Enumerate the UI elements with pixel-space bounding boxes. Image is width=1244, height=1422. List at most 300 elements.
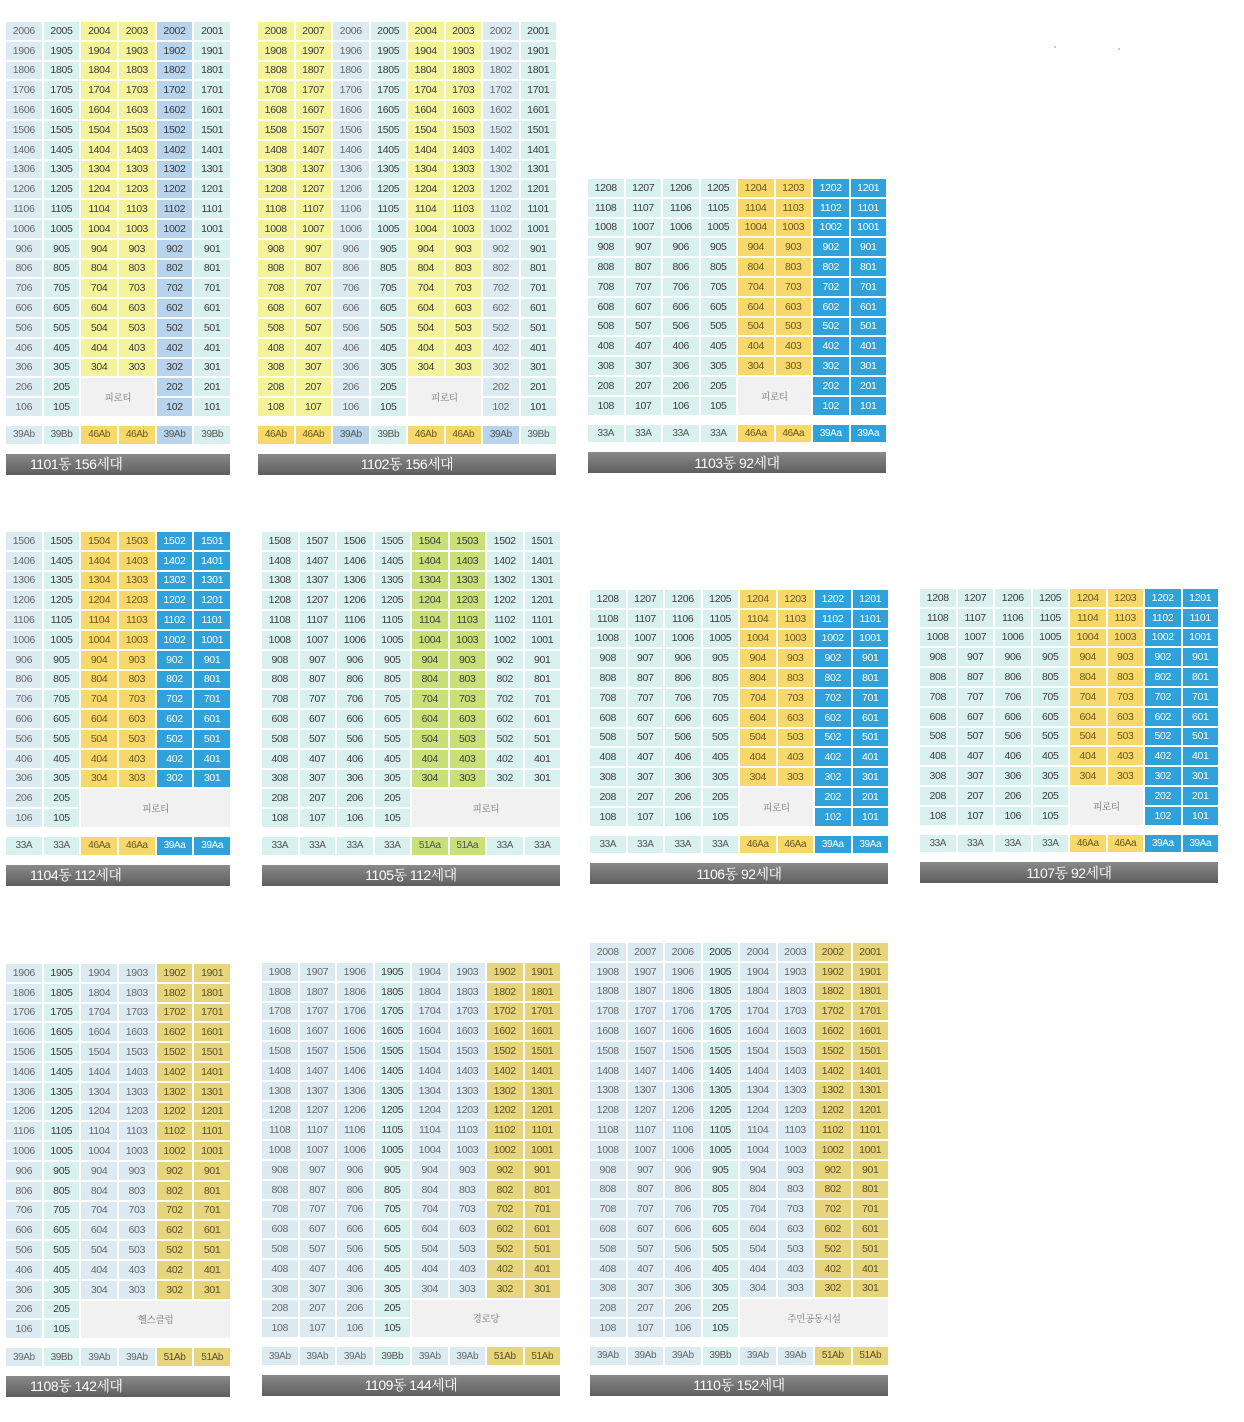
building-label: 1106동 92세대 xyxy=(590,863,888,884)
unit-cell: 1304 xyxy=(408,161,444,179)
unit-cell: 501 xyxy=(853,729,889,747)
unit-cell: 1408 xyxy=(262,552,298,570)
unit-cell: 1205 xyxy=(375,1102,411,1120)
unit-cell: 1205 xyxy=(44,591,80,609)
unit-cell: 806 xyxy=(995,668,1031,686)
unit-type-label: 39Aa xyxy=(851,425,887,443)
unit-cell: 1902 xyxy=(157,964,193,982)
unit-cell: 2004 xyxy=(740,943,776,961)
unit-cell: 701 xyxy=(521,279,557,297)
unit-cell: 301 xyxy=(853,1280,889,1298)
unit-cell: 1201 xyxy=(851,179,887,197)
unit-cell: 205 xyxy=(703,1299,739,1317)
unit-cell: 903 xyxy=(119,651,155,669)
unit-cell: 2004 xyxy=(81,22,117,40)
unit-cell: 504 xyxy=(738,318,774,336)
unit-cell: 302 xyxy=(815,768,851,786)
unit-cell: 702 xyxy=(487,690,523,708)
unit-cell: 102 xyxy=(813,397,849,415)
unit-cell: 501 xyxy=(1183,728,1219,746)
unit-cell: 403 xyxy=(778,1260,814,1278)
unit-cell: 108 xyxy=(590,808,626,826)
unit-cell: 1401 xyxy=(525,552,561,570)
unit-cell: 603 xyxy=(119,299,155,317)
unit-cell: 102 xyxy=(157,398,193,416)
unit-cell: 307 xyxy=(628,768,664,786)
unit-cell: 1904 xyxy=(740,963,776,981)
unit-cell: 903 xyxy=(1108,648,1144,666)
unit-cell: 1402 xyxy=(157,1063,193,1081)
unit-cell: 306 xyxy=(337,1280,373,1298)
unit-cell: 1106 xyxy=(995,609,1031,627)
unit-cell: 1903 xyxy=(119,964,155,982)
unit-cell: 1503 xyxy=(450,1042,486,1060)
unit-type-label: 39Bb xyxy=(521,426,557,444)
unit-cell: 1706 xyxy=(6,1004,42,1022)
unit-cell: 501 xyxy=(194,730,230,748)
unit-cell: 1006 xyxy=(6,1142,42,1160)
building-1101 xyxy=(6,22,230,475)
unit-cell: 1604 xyxy=(412,1022,448,1040)
unit-cell: 1708 xyxy=(258,81,294,99)
unit-cell: 408 xyxy=(920,747,956,765)
unit-cell: 1005 xyxy=(44,631,80,649)
unit-cell: 2003 xyxy=(778,943,814,961)
unit-cell: 1305 xyxy=(44,1083,80,1101)
unit-cell: 407 xyxy=(300,750,336,768)
unit-cell: 1001 xyxy=(525,631,561,649)
unit-cell: 505 xyxy=(703,1240,739,1258)
unit-cell: 1603 xyxy=(446,101,482,119)
unit-cell: 606 xyxy=(6,299,42,317)
unit-cell: 1206 xyxy=(665,1101,701,1119)
unit-cell: 906 xyxy=(6,1162,42,1180)
unit-cell: 1506 xyxy=(665,1042,701,1060)
unit-cell: 408 xyxy=(262,1260,298,1278)
unit-cell: 706 xyxy=(6,690,42,708)
unit-cell: 506 xyxy=(6,1241,42,1259)
unit-cell: 303 xyxy=(119,770,155,788)
building-label: 1108동 142세대 xyxy=(6,1376,230,1397)
unit-type-label: 33A xyxy=(995,835,1031,853)
unit-cell: 607 xyxy=(300,1220,336,1238)
unit-cell: 1203 xyxy=(119,1103,155,1121)
unit-cell: 1806 xyxy=(337,983,373,1001)
unit-cell: 308 xyxy=(262,770,298,788)
unit-cell: 107 xyxy=(626,397,662,415)
unit-cell: 703 xyxy=(1108,688,1144,706)
unit-cell: 708 xyxy=(262,1201,298,1219)
unit-cell: 701 xyxy=(851,278,887,296)
unit-cell: 506 xyxy=(663,318,699,336)
unit-cell: 406 xyxy=(6,1261,42,1279)
unit-cell: 1504 xyxy=(740,1042,776,1060)
unit-cell: 205 xyxy=(701,377,737,395)
unit-cell: 1302 xyxy=(487,572,523,590)
unit-cell: 1901 xyxy=(194,964,230,982)
unit-cell: 1501 xyxy=(521,121,557,139)
unit-cell: 1105 xyxy=(375,1121,411,1139)
unit-cell: 304 xyxy=(81,770,117,788)
unit-cell: 1703 xyxy=(119,81,155,99)
unit-type-label: 39Aa xyxy=(1183,835,1219,853)
unit-cell: 604 xyxy=(81,299,117,317)
unit-cell: 702 xyxy=(157,1202,193,1220)
unit-cell: 1302 xyxy=(815,1082,851,1100)
unit-cell: 1308 xyxy=(262,1082,298,1100)
unit-cell: 1003 xyxy=(446,220,482,238)
unit-cell: 507 xyxy=(628,729,664,747)
unit-cell: 1005 xyxy=(703,630,739,648)
unit-cell: 606 xyxy=(6,1221,42,1239)
unit-cell: 1204 xyxy=(1070,589,1106,607)
unit-cell: 503 xyxy=(778,729,814,747)
unit-cell: 804 xyxy=(408,260,444,278)
unit-cell: 1103 xyxy=(1108,609,1144,627)
unit-cell: 1601 xyxy=(853,1022,889,1040)
unit-cell: 906 xyxy=(333,240,369,258)
unit-cell: 1901 xyxy=(525,963,561,981)
unit-cell: 303 xyxy=(119,1281,155,1299)
unit-cell: 1603 xyxy=(119,101,155,119)
unit-cell: 1802 xyxy=(157,984,193,1002)
unit-type-label: 46Aa xyxy=(1108,835,1144,853)
unit-cell: 1906 xyxy=(337,963,373,981)
unit-cell: 902 xyxy=(157,1162,193,1180)
unit-type-label: 39Bb xyxy=(371,426,407,444)
unit-cell: 606 xyxy=(6,710,42,728)
unit-cell: 401 xyxy=(521,339,557,357)
unit-cell: 1803 xyxy=(119,62,155,80)
unit-type-label: 33A xyxy=(626,425,662,443)
unit-cell: 1903 xyxy=(450,963,486,981)
unit-cell: 1302 xyxy=(157,1083,193,1101)
unit-grid xyxy=(590,590,888,826)
unit-cell: 1804 xyxy=(412,983,448,1001)
unit-type-label: 39Ab xyxy=(628,1347,664,1365)
unit-type-label: 33A xyxy=(525,837,561,855)
unit-cell: 1102 xyxy=(487,1121,523,1139)
piloti-note: 피로티 xyxy=(738,377,811,415)
unit-cell: 905 xyxy=(44,651,80,669)
unit-cell: 1004 xyxy=(738,219,774,237)
unit-cell: 1502 xyxy=(157,121,193,139)
unit-cell: 304 xyxy=(81,1281,117,1299)
unit-cell: 308 xyxy=(258,359,294,377)
unit-cell: 801 xyxy=(521,260,557,278)
unit-cell: 2006 xyxy=(333,22,369,40)
unit-cell: 904 xyxy=(412,1161,448,1179)
unit-cell: 1205 xyxy=(375,591,411,609)
unit-cell: 607 xyxy=(628,709,664,727)
unit-cell: 1705 xyxy=(44,81,80,99)
unit-cell: 801 xyxy=(853,1181,889,1199)
unit-cell: 1003 xyxy=(778,630,814,648)
unit-cell: 808 xyxy=(590,1181,626,1199)
unit-cell: 1108 xyxy=(262,1121,298,1139)
unit-cell: 302 xyxy=(1145,767,1181,785)
unit-cell: 303 xyxy=(446,359,482,377)
unit-cell: 1306 xyxy=(337,572,373,590)
unit-cell: 1402 xyxy=(157,552,193,570)
unit-cell: 606 xyxy=(337,1220,373,1238)
unit-cell: 1101 xyxy=(194,200,230,218)
unit-cell: 1205 xyxy=(703,1101,739,1119)
unit-cell: 1903 xyxy=(778,963,814,981)
unit-cell: 805 xyxy=(371,260,407,278)
unit-cell: 306 xyxy=(665,768,701,786)
unit-cell: 1003 xyxy=(450,1141,486,1159)
unit-cell: 1105 xyxy=(44,200,80,218)
unit-cell: 904 xyxy=(412,651,448,669)
unit-cell: 1102 xyxy=(815,1121,851,1139)
unit-cell: 1707 xyxy=(296,81,332,99)
unit-cell: 1001 xyxy=(853,1141,889,1159)
unit-cell: 807 xyxy=(628,1181,664,1199)
unit-cell: 101 xyxy=(194,398,230,416)
unit-cell: 1706 xyxy=(665,1002,701,1020)
unit-cell: 506 xyxy=(337,1240,373,1258)
unit-cell: 1105 xyxy=(1033,609,1069,627)
unit-cell: 107 xyxy=(958,807,994,825)
unit-cell: 402 xyxy=(813,337,849,355)
unit-cell: 405 xyxy=(375,750,411,768)
unit-cell: 1702 xyxy=(157,1004,193,1022)
unit-cell: 1206 xyxy=(665,590,701,608)
unit-cell: 303 xyxy=(778,768,814,786)
unit-cell: 702 xyxy=(815,1200,851,1218)
unit-cell: 1005 xyxy=(44,220,80,238)
unit-cell: 501 xyxy=(194,1241,230,1259)
unit-cell: 1101 xyxy=(525,1121,561,1139)
unit-cell: 603 xyxy=(778,1220,814,1238)
unit-cell: 502 xyxy=(487,730,523,748)
unit-cell: 1206 xyxy=(333,180,369,198)
unit-cell: 705 xyxy=(701,278,737,296)
unit-cell: 604 xyxy=(738,298,774,316)
unit-cell: 1202 xyxy=(815,1101,851,1119)
unit-cell: 1805 xyxy=(371,62,407,80)
unit-cell: 601 xyxy=(194,710,230,728)
unit-cell: 608 xyxy=(262,1220,298,1238)
unit-cell: 705 xyxy=(44,690,80,708)
unit-cell: 1007 xyxy=(958,629,994,647)
unit-type-label: 39Bb xyxy=(375,1347,411,1365)
unit-cell: 305 xyxy=(703,768,739,786)
unit-cell: 1601 xyxy=(194,1023,230,1041)
unit-cell: 304 xyxy=(412,770,448,788)
unit-cell: 105 xyxy=(1033,807,1069,825)
unit-cell: 1404 xyxy=(412,1062,448,1080)
piloti-note: 피로티 xyxy=(408,378,481,416)
unit-cell: 1806 xyxy=(665,983,701,1001)
unit-cell: 1006 xyxy=(333,220,369,238)
unit-cell: 1006 xyxy=(663,219,699,237)
unit-cell: 1002 xyxy=(813,219,849,237)
unit-cell: 701 xyxy=(525,1201,561,1219)
unit-cell: 508 xyxy=(262,1240,298,1258)
unit-cell: 1101 xyxy=(525,611,561,629)
unit-type-row xyxy=(262,1347,560,1365)
unit-cell: 608 xyxy=(262,710,298,728)
unit-cell: 108 xyxy=(258,398,294,416)
unit-cell: 1106 xyxy=(333,200,369,218)
unit-cell: 504 xyxy=(81,730,117,748)
unit-cell: 903 xyxy=(450,1161,486,1179)
unit-cell: 1103 xyxy=(776,199,812,217)
unit-cell: 1007 xyxy=(296,220,332,238)
unit-cell: 306 xyxy=(337,770,373,788)
unit-cell: 508 xyxy=(588,318,624,336)
unit-cell: 1002 xyxy=(157,1142,193,1160)
unit-cell: 1404 xyxy=(408,141,444,159)
unit-cell: 1607 xyxy=(300,1022,336,1040)
unit-cell: 601 xyxy=(525,1220,561,1238)
unit-cell: 1308 xyxy=(590,1082,626,1100)
unit-cell: 1605 xyxy=(371,101,407,119)
unit-cell: 401 xyxy=(194,750,230,768)
unit-cell: 1501 xyxy=(194,532,230,550)
unit-cell: 506 xyxy=(665,729,701,747)
unit-cell: 1303 xyxy=(446,161,482,179)
unit-cell: 1203 xyxy=(119,180,155,198)
unit-type-label: 39Bb xyxy=(44,1348,80,1366)
unit-cell: 1701 xyxy=(853,1002,889,1020)
unit-cell: 806 xyxy=(6,260,42,278)
unit-cell: 1507 xyxy=(628,1042,664,1060)
unit-cell: 407 xyxy=(958,747,994,765)
unit-cell: 504 xyxy=(81,1241,117,1259)
unit-cell: 707 xyxy=(300,690,336,708)
unit-cell: 501 xyxy=(525,1240,561,1258)
unit-cell: 1208 xyxy=(588,179,624,197)
unit-cell: 1504 xyxy=(412,1042,448,1060)
unit-cell: 1704 xyxy=(740,1002,776,1020)
unit-cell: 1105 xyxy=(44,611,80,629)
unit-type-label: 46Aa xyxy=(81,837,117,855)
unit-cell: 707 xyxy=(958,688,994,706)
unit-cell: 1307 xyxy=(296,161,332,179)
unit-cell: 1606 xyxy=(333,101,369,119)
unit-cell: 1207 xyxy=(300,591,336,609)
unit-cell: 506 xyxy=(995,728,1031,746)
unit-cell: 504 xyxy=(740,729,776,747)
unit-cell: 206 xyxy=(6,789,42,807)
unit-cell: 1602 xyxy=(487,1022,523,1040)
unit-cell: 501 xyxy=(851,318,887,336)
unit-cell: 105 xyxy=(44,1320,80,1338)
unit-cell: 605 xyxy=(44,299,80,317)
unit-cell: 804 xyxy=(1070,668,1106,686)
unit-cell: 1002 xyxy=(815,1141,851,1159)
unit-cell: 1001 xyxy=(525,1141,561,1159)
unit-cell: 1206 xyxy=(6,1103,42,1121)
unit-cell: 1501 xyxy=(194,1043,230,1061)
unit-cell: 505 xyxy=(375,730,411,748)
unit-cell: 905 xyxy=(701,238,737,256)
unit-cell: 304 xyxy=(740,768,776,786)
unit-cell: 905 xyxy=(44,1162,80,1180)
unit-cell: 305 xyxy=(44,770,80,788)
unit-cell: 705 xyxy=(44,1202,80,1220)
building-label: 1103동 92세대 xyxy=(588,452,886,473)
unit-cell: 1908 xyxy=(262,963,298,981)
unit-cell: 207 xyxy=(626,377,662,395)
unit-cell: 507 xyxy=(296,319,332,337)
unit-cell: 1108 xyxy=(262,611,298,629)
building-1105 xyxy=(262,532,560,886)
building-1108 xyxy=(6,964,230,1397)
unit-type-label: 33A xyxy=(628,836,664,854)
unit-cell: 1302 xyxy=(483,161,519,179)
unit-cell: 305 xyxy=(701,357,737,375)
unit-cell: 1801 xyxy=(521,62,557,80)
unit-cell: 703 xyxy=(450,1201,486,1219)
unit-cell: 406 xyxy=(6,750,42,768)
unit-cell: 208 xyxy=(590,1299,626,1317)
unit-cell: 1104 xyxy=(740,610,776,628)
unit-cell: 401 xyxy=(1183,747,1219,765)
unit-cell: 607 xyxy=(296,299,332,317)
unit-cell: 1006 xyxy=(665,630,701,648)
unit-cell: 1404 xyxy=(412,552,448,570)
unit-cell: 806 xyxy=(337,1181,373,1199)
unit-cell: 501 xyxy=(194,319,230,337)
unit-cell: 604 xyxy=(81,710,117,728)
unit-cell: 1402 xyxy=(157,141,193,159)
unit-cell: 1201 xyxy=(194,180,230,198)
unit-cell: 305 xyxy=(375,770,411,788)
unit-cell: 703 xyxy=(446,279,482,297)
unit-cell: 807 xyxy=(626,258,662,276)
unit-cell: 1906 xyxy=(6,964,42,982)
unit-cell: 207 xyxy=(958,787,994,805)
building-1106 xyxy=(590,590,888,884)
unit-cell: 405 xyxy=(371,339,407,357)
unit-cell: 308 xyxy=(590,1280,626,1298)
unit-cell: 1306 xyxy=(6,572,42,590)
unit-cell: 1405 xyxy=(44,1063,80,1081)
unit-cell: 1405 xyxy=(375,1062,411,1080)
unit-cell: 1908 xyxy=(590,963,626,981)
unit-cell: 1505 xyxy=(44,1043,80,1061)
unit-cell: 1903 xyxy=(119,42,155,60)
unit-cell: 1303 xyxy=(450,572,486,590)
unit-cell: 1104 xyxy=(81,611,117,629)
unit-cell: 708 xyxy=(590,689,626,707)
unit-cell: 105 xyxy=(703,808,739,826)
unit-cell: 207 xyxy=(296,378,332,396)
unit-cell: 1207 xyxy=(628,1101,664,1119)
unit-cell: 605 xyxy=(44,710,80,728)
unit-cell: 403 xyxy=(119,750,155,768)
unit-cell: 1203 xyxy=(776,179,812,197)
unit-cell: 1607 xyxy=(296,101,332,119)
unit-cell: 1106 xyxy=(665,610,701,628)
unit-type-label: 33A xyxy=(487,837,523,855)
building-label: 1101동 156세대 xyxy=(6,454,230,475)
unit-cell: 1006 xyxy=(665,1141,701,1159)
unit-cell: 704 xyxy=(408,279,444,297)
unit-cell: 1406 xyxy=(6,552,42,570)
unit-cell: 703 xyxy=(450,690,486,708)
unit-cell: 305 xyxy=(44,1281,80,1299)
unit-cell: 1803 xyxy=(119,984,155,1002)
unit-cell: 305 xyxy=(375,1280,411,1298)
unit-cell: 1506 xyxy=(6,532,42,550)
unit-cell: 1406 xyxy=(337,1062,373,1080)
unit-cell: 202 xyxy=(813,377,849,395)
